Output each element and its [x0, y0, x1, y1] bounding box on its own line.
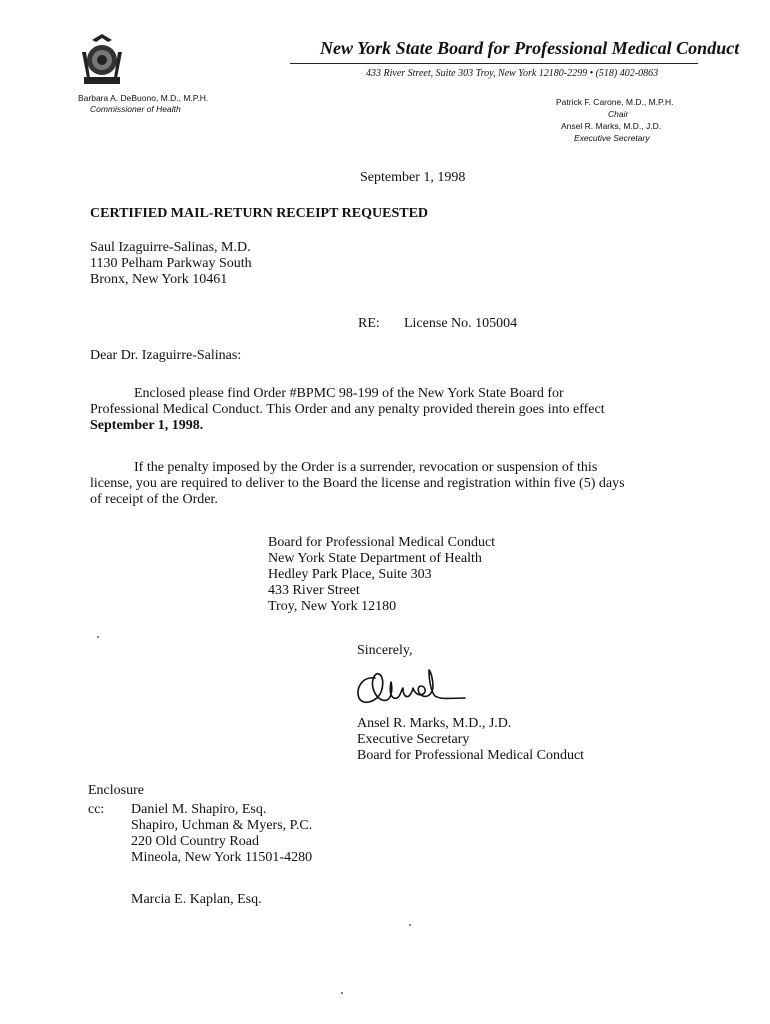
recipient-name: Saul Izaguirre-Salinas, M.D. — [90, 240, 251, 255]
board-address-line2: New York State Department of Health — [268, 551, 482, 566]
signer-org: Board for Professional Medical Conduct — [357, 748, 585, 763]
cc-recipient-2: Marcia E. Kaplan, Esq. — [131, 892, 262, 907]
commissioner-title: Commissioner of Health — [90, 104, 181, 114]
signer-block — [357, 716, 584, 764]
signer-title: Executive Secretary — [357, 732, 470, 747]
para1-line1: Enclosed please find Order #BPMC 98-199 of the New York State Board for — [134, 386, 564, 401]
para2-line1: If the penalty imposed by the Order is a surrender, revocation or suspension of this — [134, 460, 598, 475]
chair-title: Chair — [608, 109, 629, 119]
cc1-line1: Daniel M. Shapiro, Esq. — [131, 802, 267, 817]
board-address-line3: Hedley Park Place, Suite 303 — [268, 567, 432, 582]
handwritten-signature — [353, 664, 473, 710]
cc1-line2: Shapiro, Uchman & Myers, P.C. — [131, 818, 313, 833]
recipient-address — [90, 240, 252, 288]
closing: Sincerely, — [357, 643, 413, 658]
board-address-line: 433 River Street, Suite 303 Troy, New York 12180-2299 • (518) 402-0863 — [366, 68, 659, 79]
board-address-line5: Troy, New York 12180 — [268, 599, 397, 614]
scan-speck — [409, 924, 411, 926]
signer-name: Ansel R. Marks, M.D., J.D. — [357, 716, 512, 731]
state-seal-logo — [78, 32, 126, 86]
cc-label: cc: — [88, 802, 105, 817]
letter-date: September 1, 1998 — [360, 170, 466, 185]
paragraph-penalty — [90, 460, 670, 508]
effective-date: September 1, 1998. — [90, 418, 204, 433]
board-address-line4: 433 River Street — [268, 583, 360, 598]
recipient-street: 1130 Pelham Parkway South — [90, 256, 252, 271]
para2-line2: license, you are required to deliver to the Board the license and registration within five (5) days — [90, 476, 625, 491]
secretary-name: Ansel R. Marks, M.D., J.D. — [561, 121, 662, 131]
scan-speck — [341, 992, 343, 994]
para2-line3: of receipt of the Order. — [90, 492, 218, 507]
certified-mail-notice: CERTIFIED MAIL-RETURN RECEIPT REQUESTED — [90, 206, 429, 221]
paragraph-enclosed-order — [90, 386, 670, 434]
chair-name: Patrick F. Carone, M.D., M.P.H. — [556, 97, 674, 107]
scan-speck — [97, 636, 99, 638]
cc-recipient-1 — [131, 802, 312, 866]
board-mailing-address — [268, 535, 495, 615]
recipient-city: Bronx, New York 10461 — [90, 272, 228, 287]
cc1-line4: Mineola, New York 11501-4280 — [131, 850, 313, 865]
header-divider — [290, 63, 698, 64]
commissioner-name: Barbara A. DeBuono, M.D., M.P.H. — [78, 93, 209, 103]
re-label: RE: — [358, 316, 380, 331]
cc1-line3: 220 Old Country Road — [131, 834, 259, 849]
board-name-heading: New York State Board for Professional Medical Conduct — [320, 38, 740, 58]
para1-line2: Professional Medical Conduct. This Order and any penalty provided therein goes into effect — [90, 402, 605, 417]
board-address-line1: Board for Professional Medical Conduct — [268, 535, 496, 550]
secretary-title: Executive Secretary — [574, 133, 650, 143]
salutation: Dear Dr. Izaguirre-Salinas: — [90, 348, 242, 363]
enclosure-note: Enclosure — [88, 783, 144, 798]
license-number: License No. 105004 — [404, 316, 518, 331]
